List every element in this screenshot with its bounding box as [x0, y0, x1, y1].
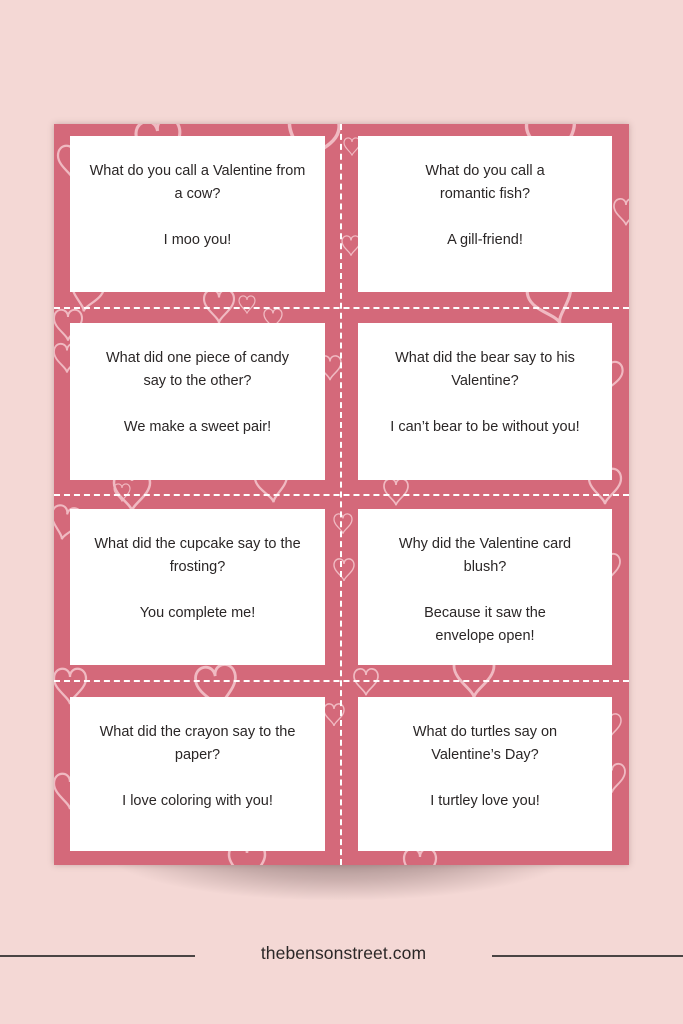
joke-card-1 [70, 136, 325, 292]
joke-question: What did one piece of candy say to the other? [106, 350, 289, 389]
joke-answer: A gill-friend! [447, 232, 523, 248]
joke-question: What did the bear say to his Valentine? [395, 350, 575, 389]
printable-card-sheet [54, 124, 629, 865]
joke-answer: We make a sweet pair! [123, 419, 272, 435]
joke-card-5 [70, 509, 325, 665]
joke-question: What do turtles say on Valentine’s Day? [412, 724, 558, 763]
joke-question: What do you call a romantic fish? [425, 163, 545, 202]
joke-card-3 [70, 323, 325, 480]
horizontal-cut-line-2 [54, 494, 629, 496]
joke-card-6 [358, 509, 612, 665]
joke-question: What did the cupcake say to the frosting? [94, 536, 301, 575]
joke-answer: I love coloring with you! [122, 793, 273, 809]
horizontal-cut-line-1 [54, 307, 629, 309]
joke-question: What did the crayon say to the paper? [99, 724, 296, 763]
joke-card-4 [358, 323, 612, 480]
horizontal-cut-line-3 [54, 680, 629, 682]
joke-answer: You complete me! [139, 605, 256, 621]
joke-answer: I can’t bear to be without you! [390, 419, 580, 435]
joke-question: What do you call a Valentine from a cow? [89, 163, 306, 202]
joke-question: Why did the Valentine card blush? [398, 536, 572, 575]
joke-card-2 [358, 136, 612, 292]
joke-answer: I turtley love you! [430, 793, 540, 809]
joke-card-7 [70, 697, 325, 851]
footer-rule-left [0, 955, 195, 957]
joke-card-8 [358, 697, 612, 851]
joke-answer: Because it saw the envelope open! [424, 605, 546, 644]
footer-site-url: thebensonstreet.com [260, 943, 427, 963]
footer-rule-right [492, 955, 683, 957]
joke-answer: I moo you! [163, 232, 232, 248]
